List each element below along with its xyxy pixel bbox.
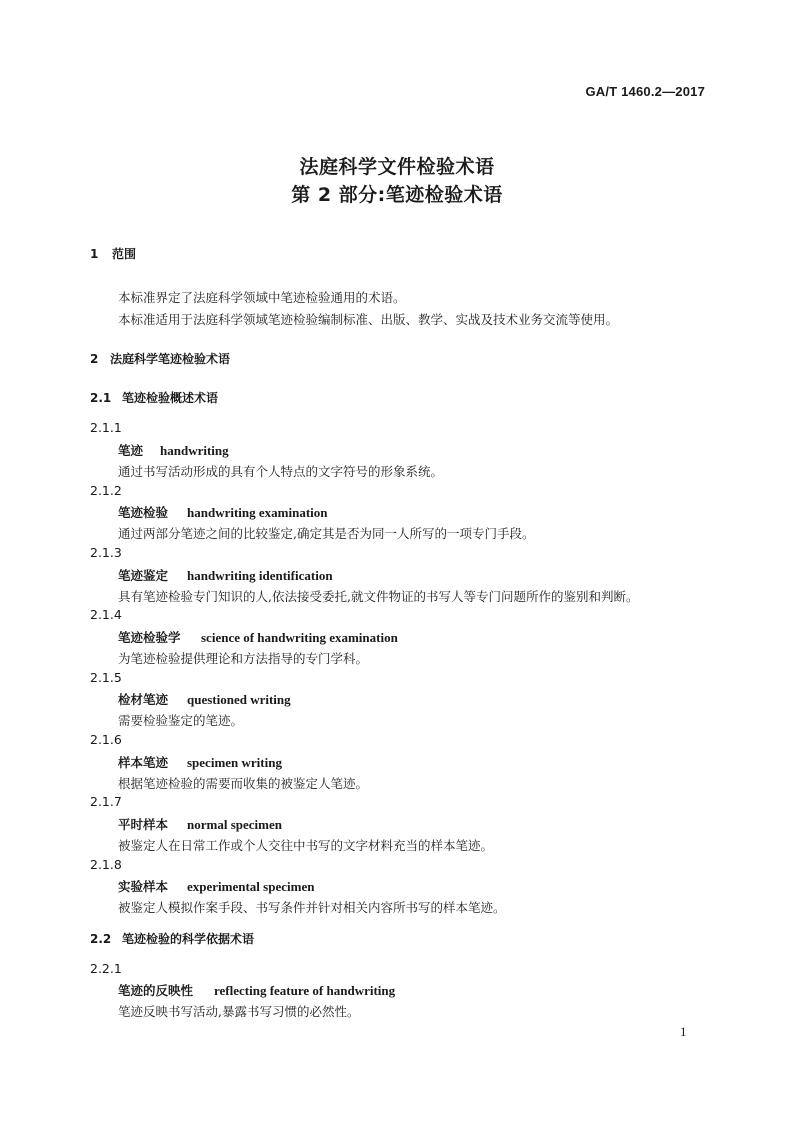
term-en: handwriting examination: [187, 505, 328, 520]
term-number: 2.1.2: [90, 483, 122, 498]
term-zh: 样本笔迹: [118, 755, 169, 770]
term-definition: 通过书写活动形成的具有个人特点的文字符号的形象系统。: [118, 464, 444, 479]
term-definition: 被鉴定人模拟作案手段、书写条件并针对相关内容所书写的样本笔迹。: [118, 900, 506, 915]
term-zh: 笔迹的反映性: [118, 983, 194, 998]
page-number: 1: [680, 1024, 687, 1039]
term-en: handwriting identification: [187, 568, 333, 583]
section-number: 2.2: [90, 932, 112, 946]
term-en: reflecting feature of handwriting: [214, 983, 396, 998]
term-entry: [118, 981, 395, 999]
term-number: 2.1.8: [90, 857, 122, 872]
term-definition: 为笔迹检验提供理论和方法指导的专门学科。: [118, 651, 369, 666]
term-zh: 笔迹检验学: [118, 630, 181, 645]
term-zh: 实验样本: [118, 879, 169, 894]
term-en: normal specimen: [187, 817, 282, 832]
term-definition: 通过两部分笔迹之间的比较鉴定,确定其是否为同一人所写的一项专门手段。: [118, 526, 535, 541]
term-number: 2.1.7: [90, 794, 122, 809]
term-entry: [118, 877, 314, 895]
term-entry: [118, 503, 328, 521]
document-title: 法庭科学文件检验术语: [299, 156, 495, 178]
term-entry: [118, 628, 398, 646]
term-entry: [118, 566, 333, 584]
term-number: 2.1.5: [90, 670, 122, 685]
term-zh: 平时样本: [118, 817, 169, 832]
standard-code: GA/T 1460.2—2017: [585, 84, 705, 99]
term-definition: 根据笔迹检验的需要而收集的被鉴定人笔迹。: [118, 776, 369, 791]
term-entry: [118, 690, 291, 708]
section-heading-2: [90, 350, 230, 367]
scope-paragraph-2: 本标准适用于法庭科学领域笔迹检验编制标准、出版、教学、实战及技术业务交流等使用。: [118, 312, 619, 327]
term-en: science of handwriting examination: [201, 630, 398, 645]
term-zh: 检材笔迹: [118, 692, 169, 707]
section-number: 1: [90, 247, 99, 261]
scope-paragraph-1: 本标准界定了法庭科学领域中笔迹检验通用的术语。: [118, 290, 406, 305]
term-number: 2.1.1: [90, 420, 122, 435]
section-heading-2-1: [90, 389, 218, 406]
term-entry: [118, 753, 282, 771]
term-zh: 笔迹鉴定: [118, 568, 169, 583]
term-number: 2.1.3: [90, 545, 122, 560]
term-zh: 笔迹: [118, 443, 144, 458]
term-en: questioned writing: [187, 692, 291, 707]
section-title: 范围: [112, 247, 137, 261]
section-number: 2: [90, 352, 99, 366]
section-title: 笔迹检验的科学依据术语: [122, 932, 255, 946]
section-title: 法庭科学笔迹检验术语: [110, 352, 231, 366]
section-number: 2.1: [90, 391, 112, 405]
section-heading-2-2: [90, 930, 254, 947]
term-entry: [118, 441, 229, 459]
term-definition: 需要检验鉴定的笔迹。: [118, 713, 244, 728]
term-en: handwriting: [160, 443, 229, 458]
section-title: 笔迹检验概述术语: [122, 391, 219, 405]
term-number: 2.1.6: [90, 732, 122, 747]
term-definition: 被鉴定人在日常工作或个人交往中书写的文字材料充当的样本笔迹。: [118, 838, 494, 853]
term-entry: [118, 815, 282, 833]
section-heading-1: [90, 245, 136, 262]
term-definition: 笔迹反映书写活动,暴露书写习惯的必然性。: [118, 1004, 360, 1019]
term-number: 2.2.1: [90, 961, 122, 976]
term-number: 2.1.4: [90, 607, 122, 622]
term-zh: 笔迹检验: [118, 505, 169, 520]
document-subtitle: 第 2 部分:笔迹检验术语: [291, 184, 503, 206]
term-en: specimen writing: [187, 755, 282, 770]
term-en: experimental specimen: [187, 879, 315, 894]
term-definition: 具有笔迹检验专门知识的人,依法接受委托,就文件物证的书写人等专门问题所作的鉴别和判断。: [118, 589, 639, 604]
